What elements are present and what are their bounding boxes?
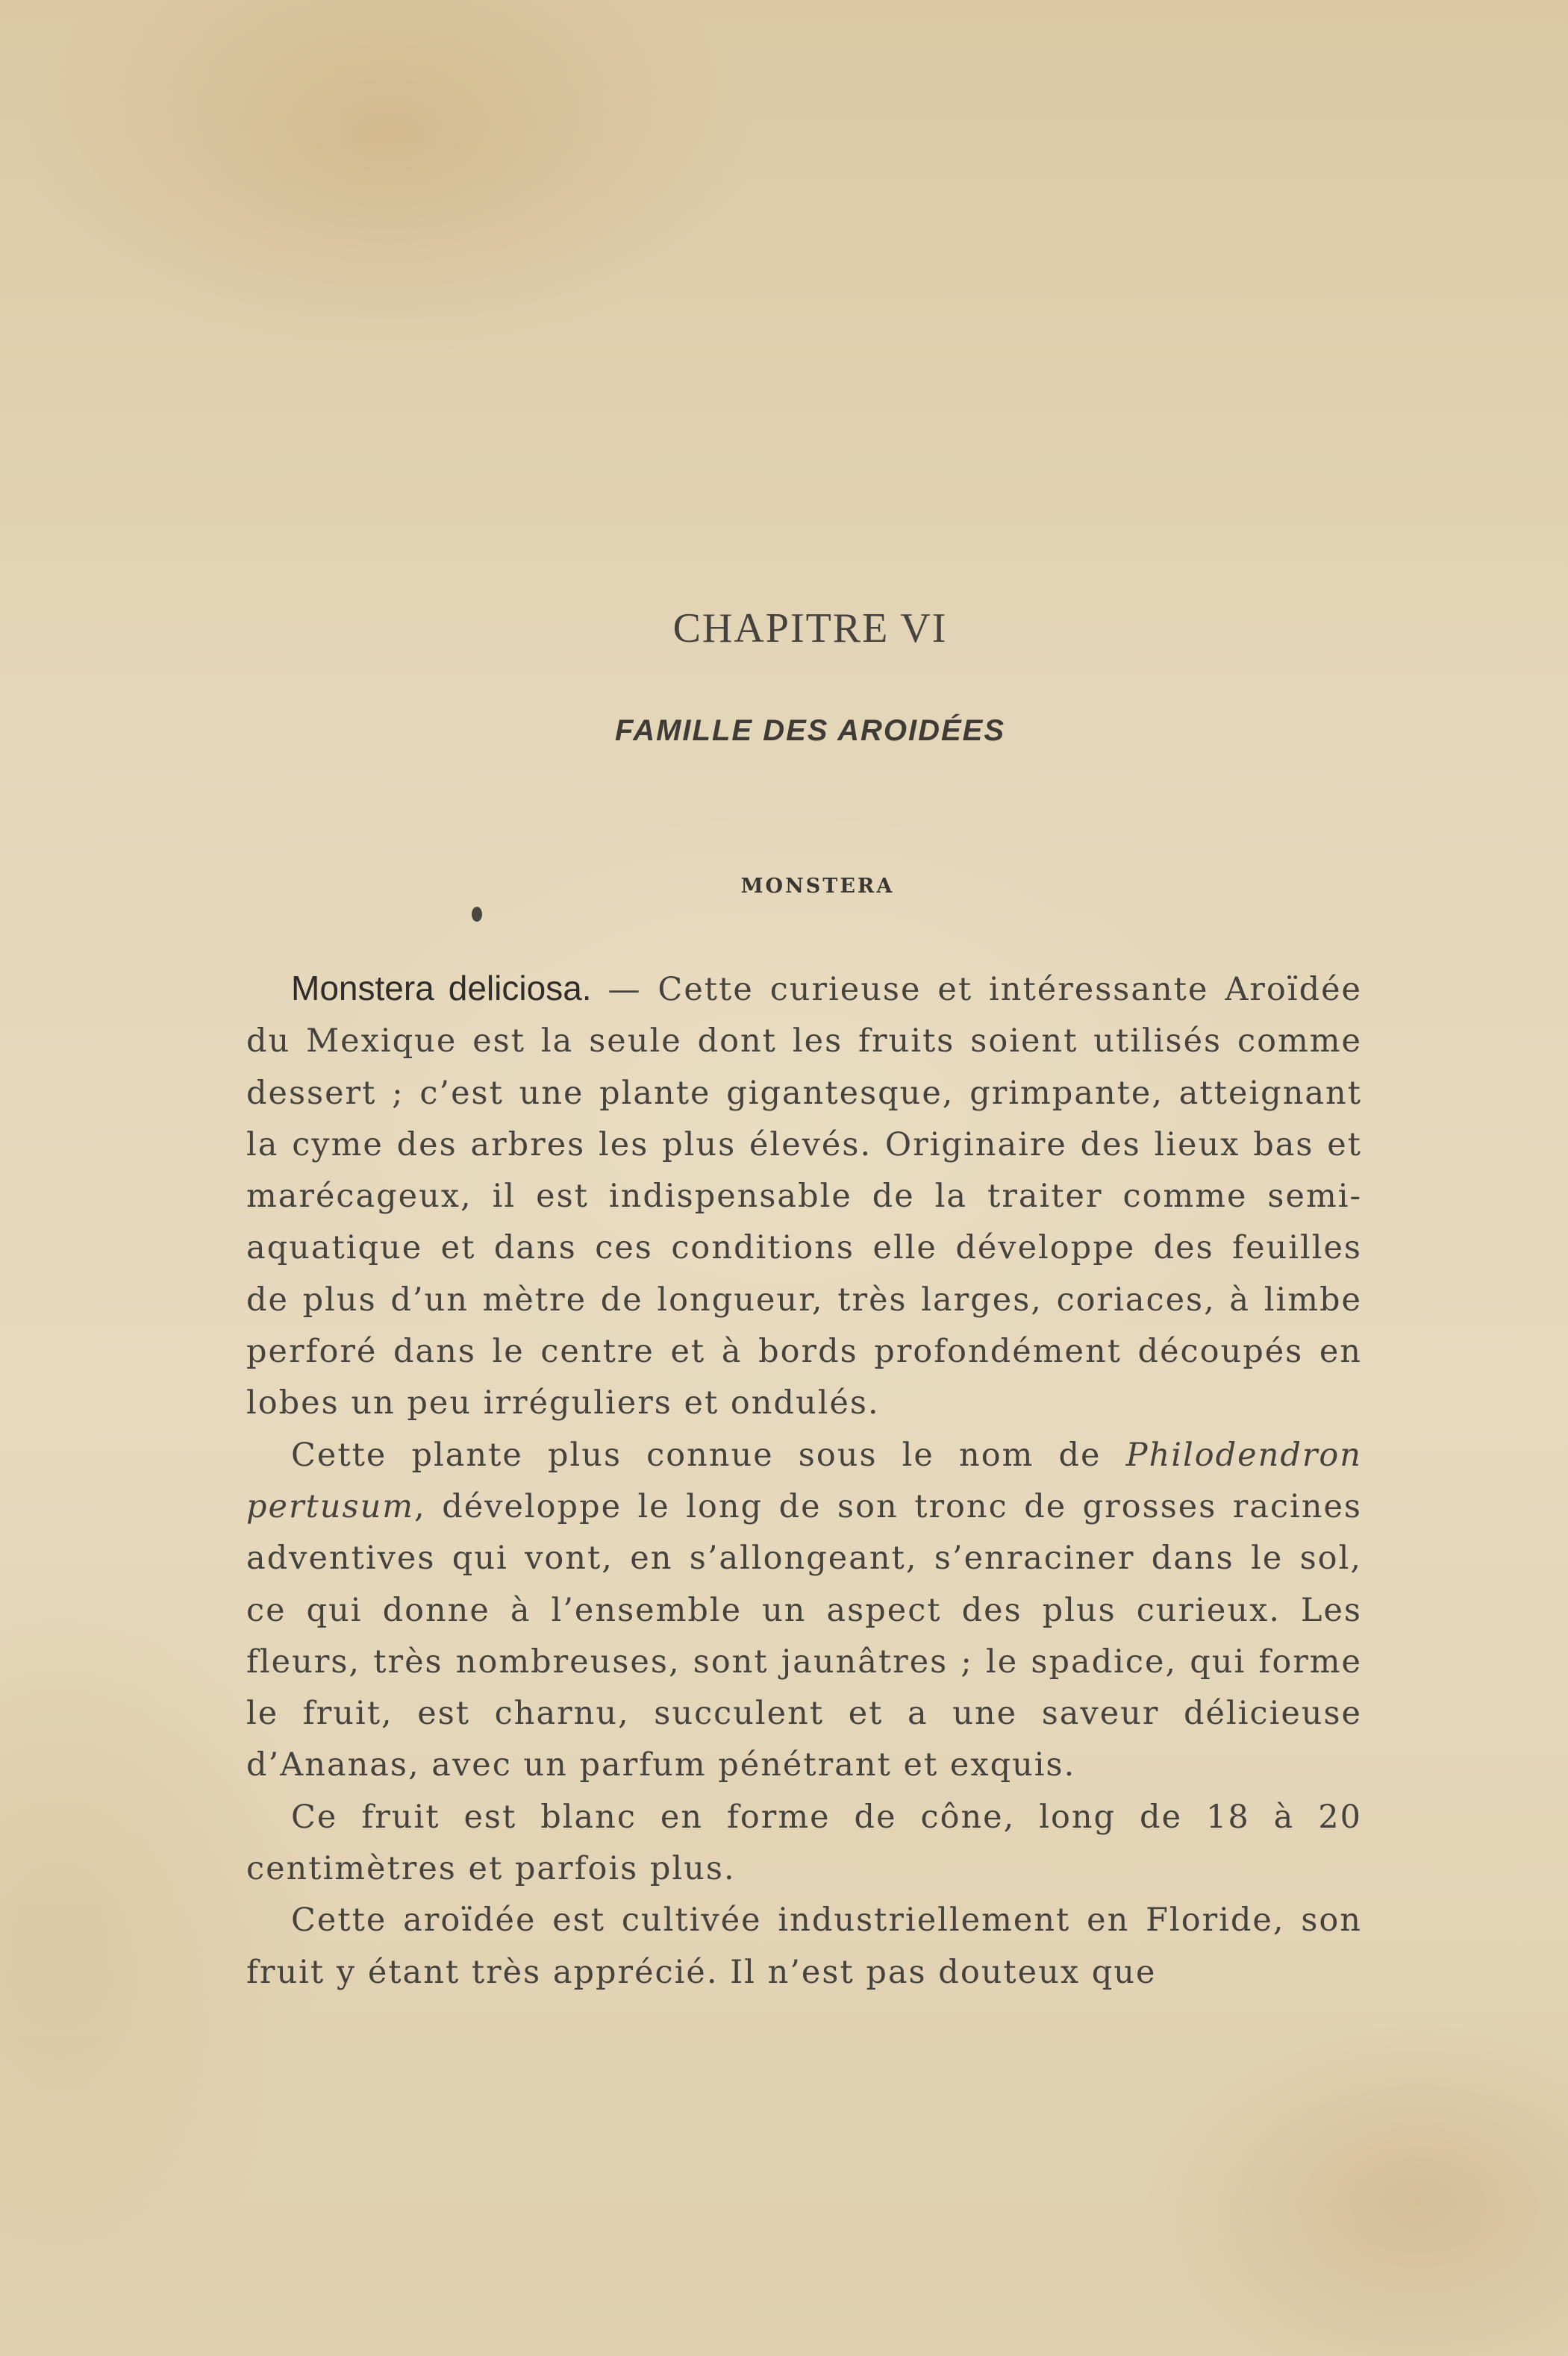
- paragraph-monstera-description: [246, 963, 1362, 1430]
- section-title: MONSTERA: [740, 875, 895, 898]
- paragraph-text: Cette aroïdée est cultivée industriellement en Floride, son fruit y étant très apprécié. Il n’est pas douteux que: [246, 1902, 1362, 1991]
- paragraph-text: — Cette curieuse et intéressante Aroïdée du Mexique est la seule dont les fruits soient utilisés comme dessert ; c’est une plante gigantesque, grimpante, atteignant la cyme des arbres les plus élevés. Originaire des lieux bas et marécageux, il est indispensable de la traiter comme semi-aquatique et dans ces conditions elle développe des feuilles de plus d’un mètre de longueur, très larges, coriaces, à limbe perforé dans le centre et à bords profondément découpés en lobes un peu irréguliers et ondulés.: [246, 971, 1362, 1422]
- paragraph-fruit-shape: [246, 1792, 1362, 1896]
- ink-spot: [472, 907, 482, 922]
- body-text: [246, 963, 1362, 1999]
- family-title: FAMILLE DES AROIDÉES: [614, 714, 1005, 747]
- latin-name: Philodendron pertusum: [246, 1436, 1362, 1525]
- chapter-title: CHAPITRE VI: [672, 605, 948, 652]
- paragraph-philodendron: [246, 1430, 1362, 1792]
- paragraph-text: Ce fruit est blanc en forme de cône, long de 18 à 20 centimètres et parfois plus.: [246, 1798, 1362, 1888]
- paragraph-florida: [246, 1895, 1362, 1999]
- paragraph-intro: Cette plante plus connue sous le nom de: [291, 1436, 1126, 1474]
- species-name: Monstera deliciosa.: [291, 969, 592, 1007]
- paragraph-text: , développe le long de son tronc de grosses racines adventives qui vont, en s’allongeant, s’enraciner dans le sol, ce qui donne à l’ensemble un aspect des plus curieux. Les fleurs, très nombreuses, sont jaunâtres ; le spadice, qui forme le fruit, est charnu, succulent et a une saveur délicieuse d’Ananas, avec un parfum pénétrant et exquis.: [246, 1487, 1362, 1784]
